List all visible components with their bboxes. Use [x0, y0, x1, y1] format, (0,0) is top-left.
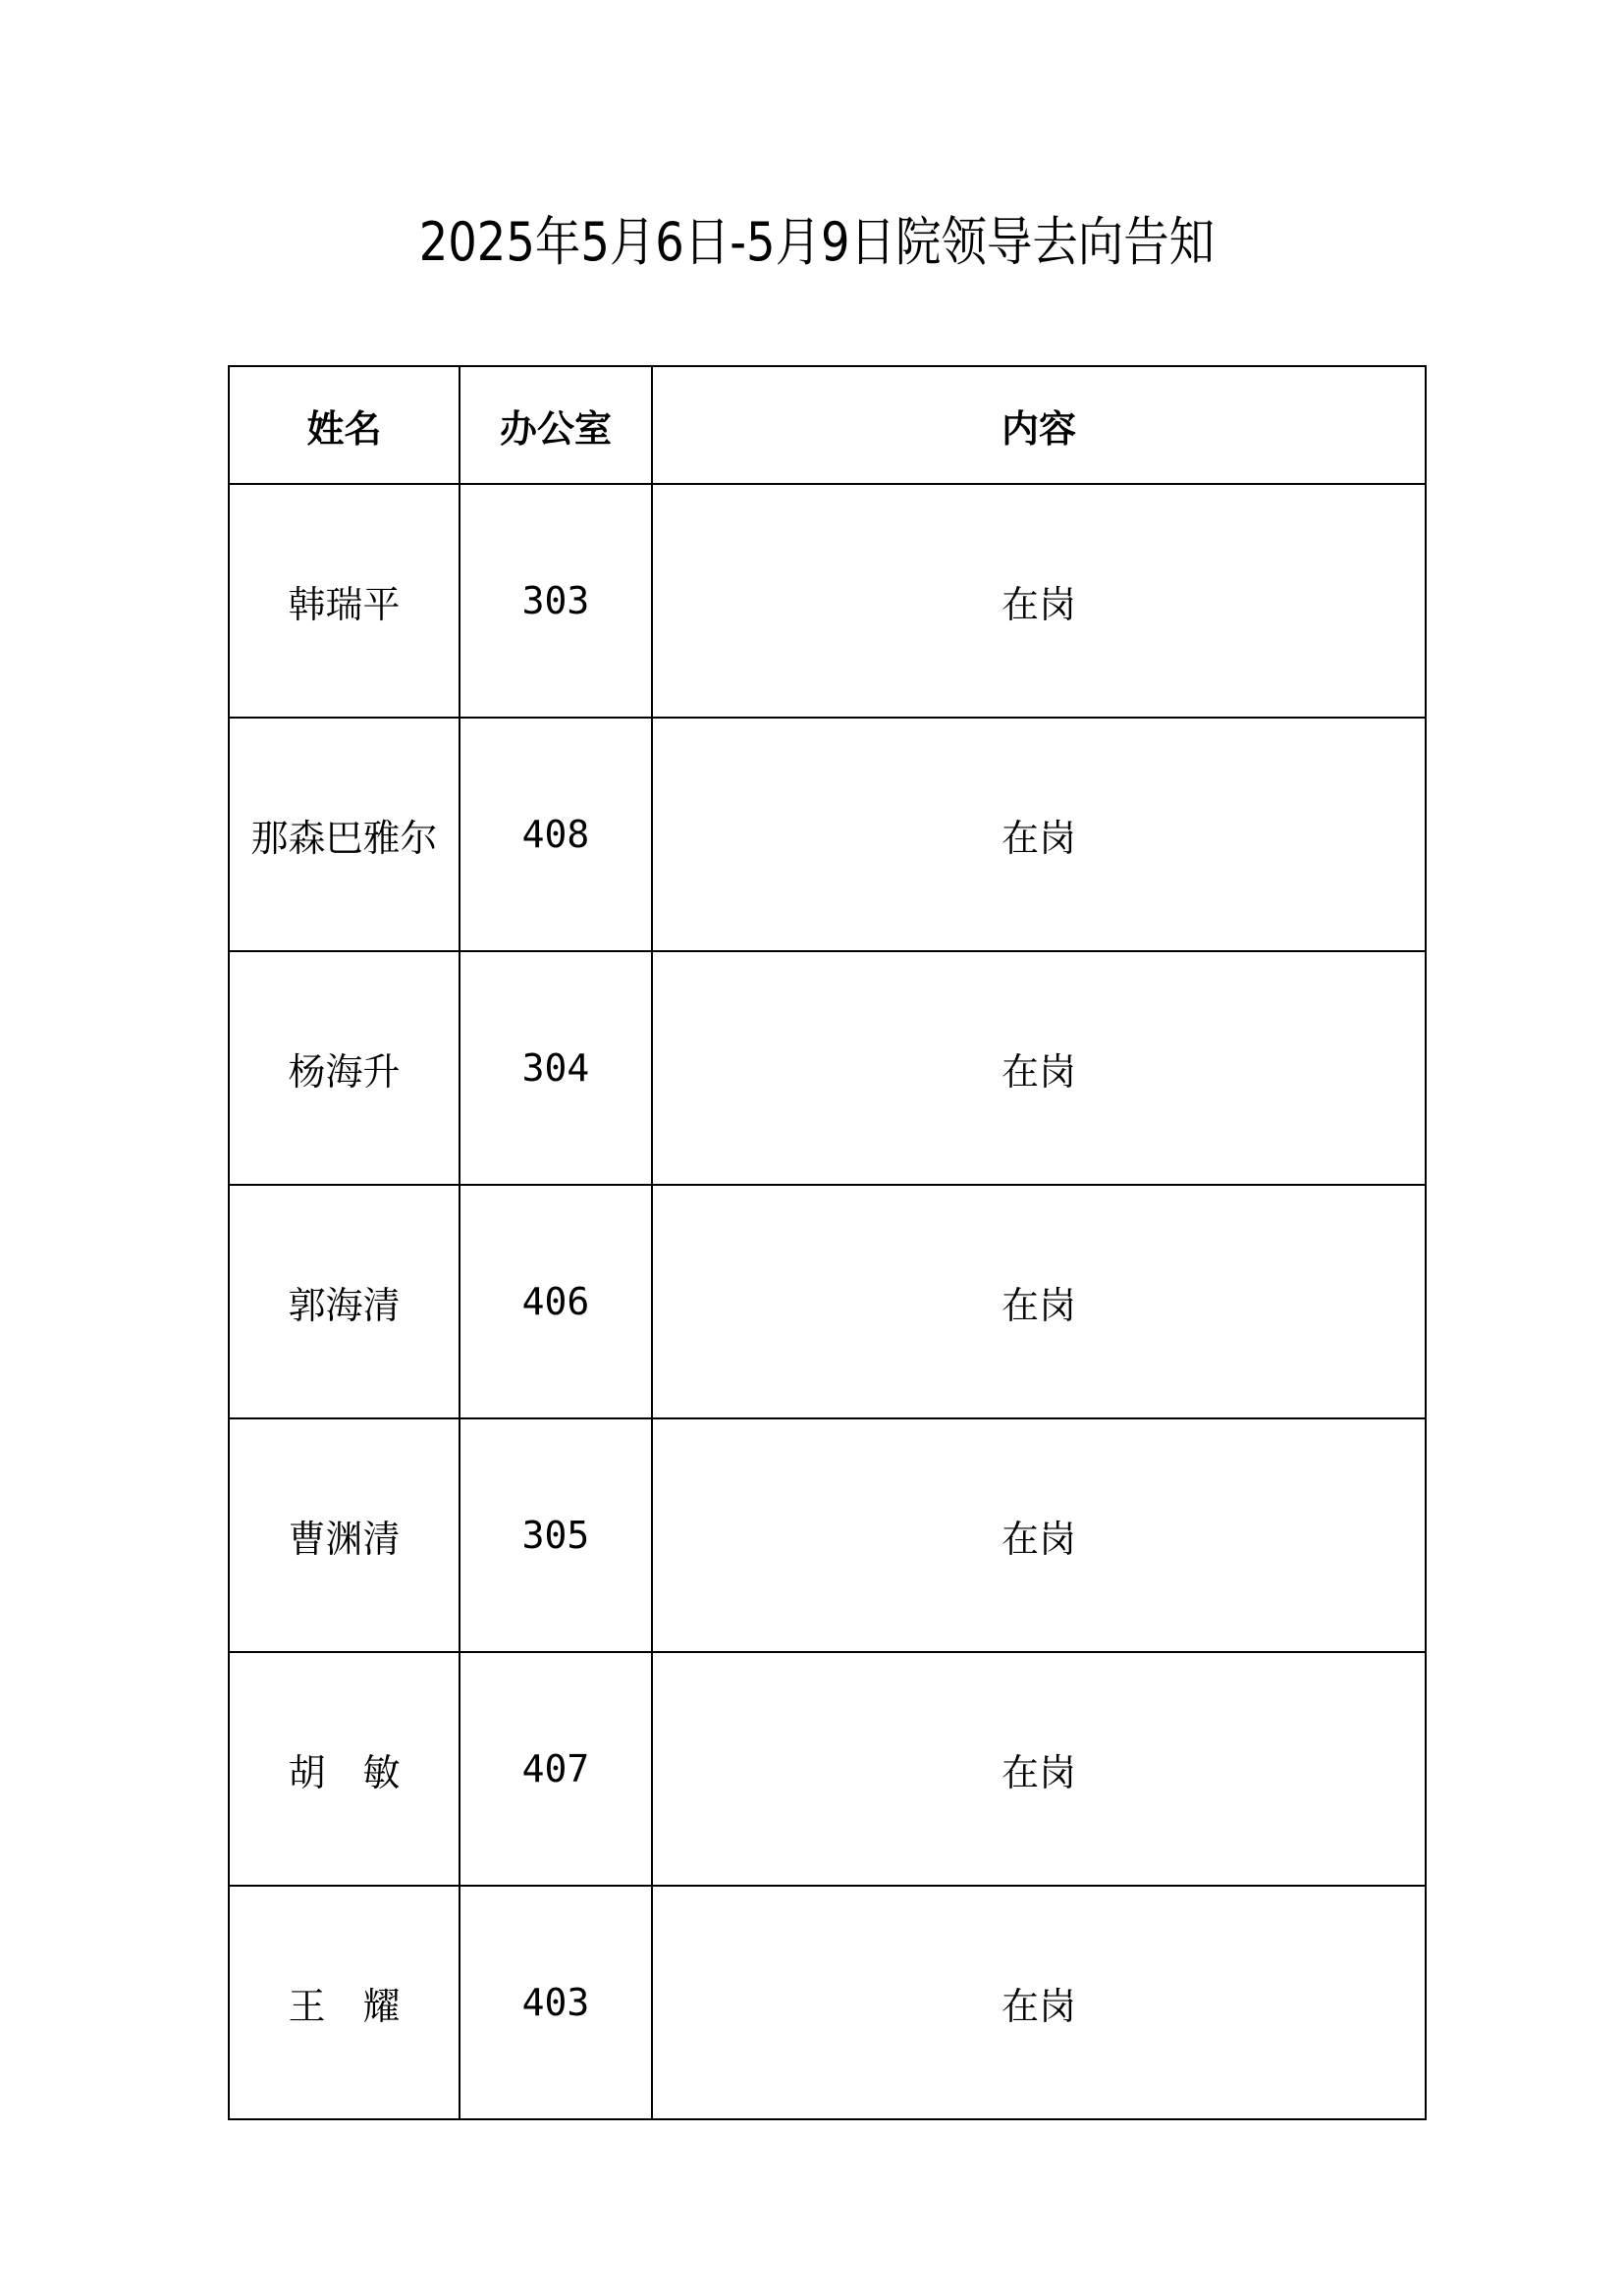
table-row — [229, 1886, 1426, 2119]
cell-content: 在岗 — [652, 1418, 1426, 1652]
cell-name: 王 耀 — [229, 1886, 460, 2119]
cell-content: 在岗 — [652, 951, 1426, 1185]
cell-office: 305 — [460, 1418, 652, 1652]
leader-whereabouts-table — [228, 365, 1427, 2120]
header-content: 内容 — [652, 366, 1426, 484]
cell-office: 408 — [460, 718, 652, 951]
table-header-row — [229, 366, 1426, 484]
header-office: 办公室 — [460, 366, 652, 484]
cell-office: 407 — [460, 1652, 652, 1886]
table-row — [229, 718, 1426, 951]
cell-content: 在岗 — [652, 484, 1426, 718]
cell-office: 303 — [460, 484, 652, 718]
cell-office: 403 — [460, 1886, 652, 2119]
cell-content: 在岗 — [652, 1652, 1426, 1886]
table-row — [229, 1185, 1426, 1418]
cell-name: 那森巴雅尔 — [229, 718, 460, 951]
cell-name: 郭海清 — [229, 1185, 460, 1418]
table-row — [229, 1652, 1426, 1886]
table-row — [229, 484, 1426, 718]
cell-content: 在岗 — [652, 1185, 1426, 1418]
cell-name: 杨海升 — [229, 951, 460, 1185]
cell-name: 胡 敏 — [229, 1652, 460, 1886]
cell-content: 在岗 — [652, 718, 1426, 951]
cell-content: 在岗 — [652, 1886, 1426, 2119]
cell-office: 304 — [460, 951, 652, 1185]
page-title: 2025年5月6日-5月9日院领导去向告知 — [418, 211, 1216, 273]
table-row — [229, 951, 1426, 1185]
cell-name: 曹渊清 — [229, 1418, 460, 1652]
header-name: 姓名 — [229, 366, 460, 484]
cell-office: 406 — [460, 1185, 652, 1418]
table-row — [229, 1418, 1426, 1652]
cell-name: 韩瑞平 — [229, 484, 460, 718]
